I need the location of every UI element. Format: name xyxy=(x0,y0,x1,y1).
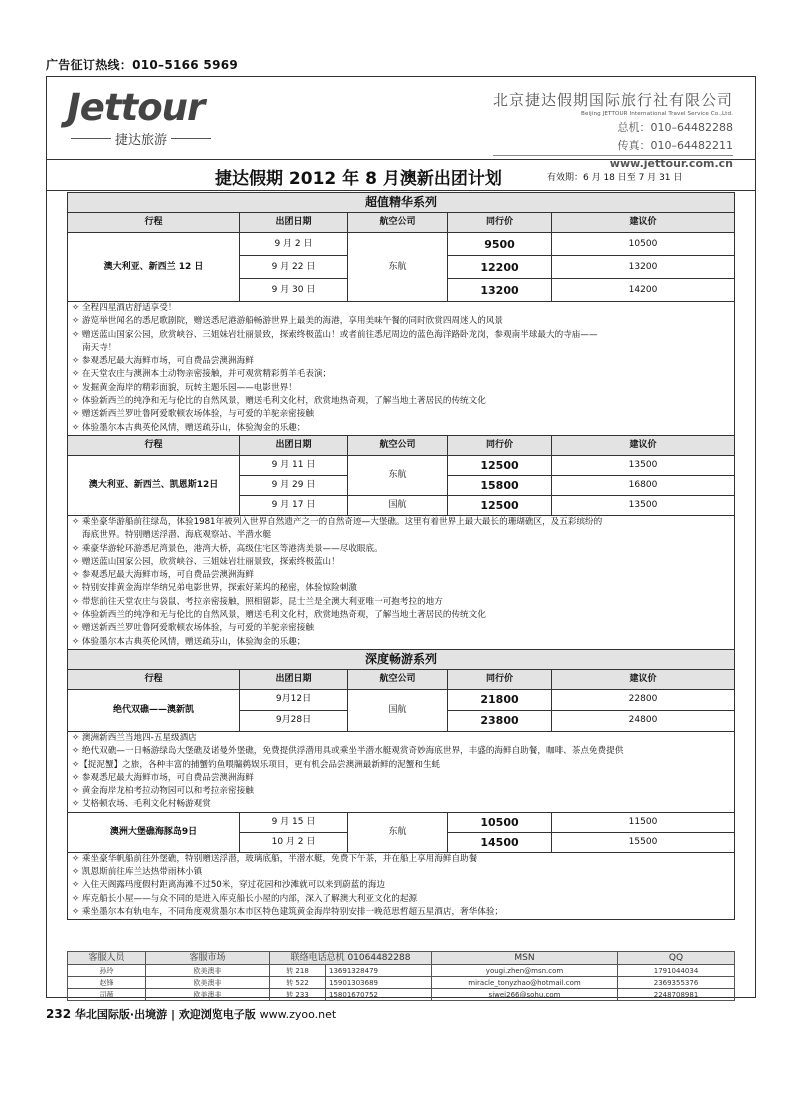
peer-price: 12500 xyxy=(448,455,552,475)
header-suggest-price: 建议价 xyxy=(552,435,735,455)
feature-item: ✧ 乘坐豪华游船前往绿岛，体验1981年被列入世界自然遗产之一的自然奇迹—大堡礁。这里有着世界上最大最长的珊瑚礁区，及五彩缤纷的 xyxy=(72,516,603,527)
cs-qq: 1791044034 xyxy=(618,965,735,977)
page-header xyxy=(47,77,755,170)
header-airline: 航空公司 xyxy=(348,669,448,689)
suggested-price: 15500 xyxy=(552,832,735,852)
footer-promo: 欢迎浏览电子版 xyxy=(178,1008,256,1021)
cs-extension: 转 522 xyxy=(270,977,326,989)
header-airline: 航空公司 xyxy=(348,435,448,455)
cs-staff-name: 孙玲 xyxy=(68,965,146,977)
series-title-value: 深度畅游系列 xyxy=(68,649,735,669)
suggested-price: 16800 xyxy=(552,475,735,495)
airline: 东航 xyxy=(348,233,448,302)
feature-item: ✧ 艾格顿农场、毛利文化村畅游观赏 xyxy=(72,799,211,810)
feature-item: 南天寺！ xyxy=(82,342,117,353)
suggested-price: 13500 xyxy=(552,455,735,475)
page-footer xyxy=(46,1006,336,1022)
suggested-price: 24800 xyxy=(552,710,735,731)
header-date: 出团日期 xyxy=(240,669,348,689)
departure-date: 9 月 22 日 xyxy=(240,256,348,279)
peer-price: 21800 xyxy=(448,689,552,710)
cs-msn[interactable]: siwei266@sohu.com xyxy=(432,989,618,1001)
header-peer-price: 同行价 xyxy=(448,435,552,455)
validity-period: 有效期：6 月 18 日至 7 月 31 日 xyxy=(547,173,683,183)
departure-date: 9 月 15 日 xyxy=(240,812,348,832)
cs-msn[interactable]: miracle_tonyzhao@hotmail.com xyxy=(432,977,618,989)
header-suggest-price: 建议价 xyxy=(552,669,735,689)
departure-date: 10 月 2 日 xyxy=(240,832,348,852)
cs-extension: 转 218 xyxy=(270,965,326,977)
cs-market: 欧美澳非 xyxy=(146,965,270,977)
departure-date: 9月12日 xyxy=(240,689,348,710)
suggested-price: 14200 xyxy=(552,279,735,302)
page-title: 捷达假期 2012 年 8 月澳新出团计划 xyxy=(215,169,502,189)
tour-plan-table xyxy=(67,192,735,920)
cs-header-phone: 联络电话总机 01064482288 xyxy=(270,952,432,965)
logo-subtitle xyxy=(67,129,215,148)
cs-mobile: 15901303689 xyxy=(326,977,432,989)
suggested-price: 10500 xyxy=(552,233,735,256)
feature-item: ✧【捉泥蟹】之旅，各种丰富的捕蟹钓鱼喂牖鹈娱乐项目，更有机会品尝澳洲最新鲜的泥蟹和生蚝 xyxy=(72,759,441,770)
feature-item: 海底世界。特别赠送浮潜、海底观察站、半潜水艇 xyxy=(82,530,272,541)
feature-item: ✧ 黄金海岸龙柏考拉动物园可以和考拉亲密接触 xyxy=(72,786,254,797)
airline: 国航 xyxy=(348,689,448,731)
company-name-en: Beijing JETTOUR International Travel Service Co.,Ltd. xyxy=(581,111,733,117)
cs-extension: 转 233 xyxy=(270,989,326,1001)
header-route: 行程 xyxy=(68,435,240,455)
peer-price: 12200 xyxy=(448,256,552,279)
airline: 国航 xyxy=(348,495,448,515)
feature-item: ✧ 体验墨尔本古典英伦风情，赠送疏芬山，体验淘金的乐趣； xyxy=(72,636,306,647)
company-website[interactable]: www.jettour.com.cn xyxy=(493,155,733,170)
title-bar xyxy=(47,159,755,191)
header-airline: 航空公司 xyxy=(348,213,448,233)
peer-price: 14500 xyxy=(448,832,552,852)
header-peer-price: 同行价 xyxy=(448,669,552,689)
departure-date: 9 月 29 日 xyxy=(240,475,348,495)
suggested-price: 13500 xyxy=(552,495,735,515)
company-name-cn: 北京捷达假期国际旅行社有限公司 xyxy=(492,91,733,109)
footer-separator: | xyxy=(170,1008,175,1021)
cs-header-market: 客服市场 xyxy=(146,952,270,965)
departure-date: 9月28日 xyxy=(240,710,348,731)
jettour-logo xyxy=(67,86,215,148)
peer-price: 10500 xyxy=(448,812,552,832)
feature-item: ✧ 参观悉尼最大海鲜市场，可自费品尝澳洲海鲜 xyxy=(72,772,254,783)
company-phone: 总机：010–64482288 xyxy=(617,121,733,134)
feature-item: ✧ 体验新西兰的纯净和无与伦比的自然风景，赠送毛利文化村，欣赏地热奇观，了解当地土著居民的传统文化 xyxy=(72,396,486,407)
peer-price: 12500 xyxy=(448,495,552,515)
header-peer-price: 同行价 xyxy=(448,213,552,233)
departure-date: 9 月 11 日 xyxy=(240,455,348,475)
footer-url[interactable]: www.zyoo.net xyxy=(259,1008,337,1021)
route-name: 澳洲大堡礁海豚岛9日 xyxy=(68,812,240,852)
peer-price: 23800 xyxy=(448,710,552,731)
series-title-value: 超值精华系列 xyxy=(68,193,735,213)
company-fax: 传真：010–64482211 xyxy=(617,139,733,152)
suggested-price: 13200 xyxy=(552,256,735,279)
suggested-price: 22800 xyxy=(552,689,735,710)
feature-item: ✧ 凯恩斯前往库兰达热带雨林小镇 xyxy=(72,867,203,878)
tour-features xyxy=(68,731,735,812)
cs-market: 欧美澳非 xyxy=(146,977,270,989)
feature-item: ✧ 乘坐墨尔本有轨电车，不同角度观赏墨尔本市区特色建筑黄金海岸特别安排一晚范思哲超五星酒店，奢华体验； xyxy=(72,906,504,917)
logo-wordmark: Jettour xyxy=(67,86,205,129)
feature-item: ✧ 赠送蓝山国家公园，欣赏峡谷、三姐妹岩壮丽景致，探索终极蓝山！或者前往悉尼周边的蓝色海洋路卧龙岗，参观南半球最大的寺庙—— xyxy=(72,329,598,340)
feature-item: ✧ 全程四星酒店舒适享受！ xyxy=(72,303,177,313)
departure-date: 9 月 17 日 xyxy=(240,495,348,515)
ad-hotline: 广告征订热线：010–5166 5969 xyxy=(46,58,239,72)
cs-staff-name: 赵锋 xyxy=(68,977,146,989)
cs-mobile: 15801670752 xyxy=(326,989,432,1001)
page-number: 232 xyxy=(46,1007,72,1021)
cs-market: 欧美澳非 xyxy=(146,989,270,1001)
route-name: 澳大利亚、新西兰 12 日 xyxy=(68,233,240,302)
peer-price: 15800 xyxy=(448,475,552,495)
tour-features xyxy=(68,852,735,919)
feature-item: ✧ 体验新西兰的纯净和无与伦比的自然风景，赠送毛利文化村，欣赏地热奇观，了解当地土著居民的传统文化 xyxy=(72,610,486,621)
cs-header-qq: QQ xyxy=(618,952,735,965)
header-suggest-price: 建议价 xyxy=(552,213,735,233)
departure-date: 9 月 30 日 xyxy=(240,279,348,302)
airline: 东航 xyxy=(348,455,448,495)
feature-item: ✧ 在天堂农庄与澳洲本土动物亲密接触，并可观赏精彩剪羊毛表演； xyxy=(72,369,332,380)
feature-item: ✧ 体验墨尔本古典英伦风情，赠送疏芬山，体验淘金的乐趣； xyxy=(72,422,306,433)
feature-item: ✧ 乘豪华游轮环游悉尼湾景色，港湾大桥，高级住宅区等港湾美景——尽收眼底。 xyxy=(72,543,383,554)
route-name: 绝代双礁——澳新凯 xyxy=(68,689,240,731)
cs-qq: 2369355376 xyxy=(618,977,735,989)
cs-mobile: 13691328479 xyxy=(326,965,432,977)
header-date: 出团日期 xyxy=(240,213,348,233)
cs-msn[interactable]: yougi.zhen@msn.com xyxy=(432,965,618,977)
company-info xyxy=(493,89,733,170)
feature-item: ✧ 澳洲新西兰当地四-五星级酒店 xyxy=(72,732,197,743)
customer-service-table xyxy=(67,951,735,1001)
feature-item: ✧ 发掘黄金海岸的精彩面貌，玩转主题乐园——电影世界！ xyxy=(72,382,297,393)
feature-item: ✧ 入住天阁露玛度假村距离海滩不过50米，穿过花园和沙滩就可以来到蔚蓝的海边 xyxy=(72,880,386,891)
route-name: 澳大利亚、新西兰、凯恩斯12日 xyxy=(68,455,240,515)
feature-item: ✧ 赠送蓝山国家公园，欣赏峡谷、三姐妹岩壮丽景致，探索终极蓝山！ xyxy=(72,556,340,567)
feature-item: ✧ 赠送新西兰罗吐鲁阿爱歌顿农场体验，与可爱的羊驼亲密接触 xyxy=(72,623,314,634)
feature-item: ✧ 绝代双礁—一日畅游绿岛大堡礁及诺曼外堡礁，免费提供浮潜用具或乘坐半潜水艇观赏奇妙海底世界，丰盛的海鲜自助餐，咖啡、茶点免费提供 xyxy=(72,746,624,757)
header-route: 行程 xyxy=(68,213,240,233)
feature-item: ✧ 库克船长小屋——与众不同的是进入库克船长小屋的内部，深入了解澳大利亚文化的起源 xyxy=(72,893,418,904)
header-date: 出团日期 xyxy=(240,435,348,455)
cs-header-staff: 客服人员 xyxy=(68,952,146,965)
feature-item: ✧ 参观悉尼最大海鲜市场，可自费品尝澳洲海鲜 xyxy=(72,356,254,367)
peer-price: 9500 xyxy=(448,233,552,256)
header-route: 行程 xyxy=(68,669,240,689)
magazine-section: 华北国际版·出境游 xyxy=(74,1008,168,1021)
logo-subtitle-text: 捷达旅游 xyxy=(115,133,168,148)
peer-price: 13200 xyxy=(448,279,552,302)
feature-item: ✧ 游览举世闻名的悉尼歌剧院，赠送悉尼港游船畅游世界上最美的海港，享用美味午餐的同时欣赏四周迷人的风景 xyxy=(72,316,504,327)
tour-features xyxy=(68,515,735,649)
feature-item: ✧ 赠送新西兰罗吐鲁阿爱歌顿农场体验，与可爱的羊驼亲密接触 xyxy=(72,409,314,420)
departure-date: 9 月 2 日 xyxy=(240,233,348,256)
cs-header-msn: MSN xyxy=(432,952,618,965)
feature-item: ✧ 参观悉尼最大海鲜市场，可自费品尝澳洲海鲜 xyxy=(72,570,254,581)
tour-features xyxy=(68,302,735,436)
itinerary-page xyxy=(46,76,756,998)
airline: 东航 xyxy=(348,812,448,852)
cs-qq: 2248708981 xyxy=(618,989,735,1001)
feature-item: ✧ 乘坐豪华帆船前往外堡礁，特别赠送浮潜，玻璃底船，半潜水艇，免费下午茶，并在船上享用海鲜自助餐 xyxy=(72,853,478,864)
feature-item: ✧ 带您前往天堂农庄与袋鼠、考拉亲密接触，照相留影，昆士兰是全澳大利亚唯一可抱考拉的地方 xyxy=(72,596,443,607)
feature-item: ✧ 特别安排黄金海岸华纳兄弟电影世界，探索好莱坞的秘密，体验惊险刺激 xyxy=(72,583,357,594)
suggested-price: 11500 xyxy=(552,812,735,832)
cs-staff-name: 司薇 xyxy=(68,989,146,1001)
